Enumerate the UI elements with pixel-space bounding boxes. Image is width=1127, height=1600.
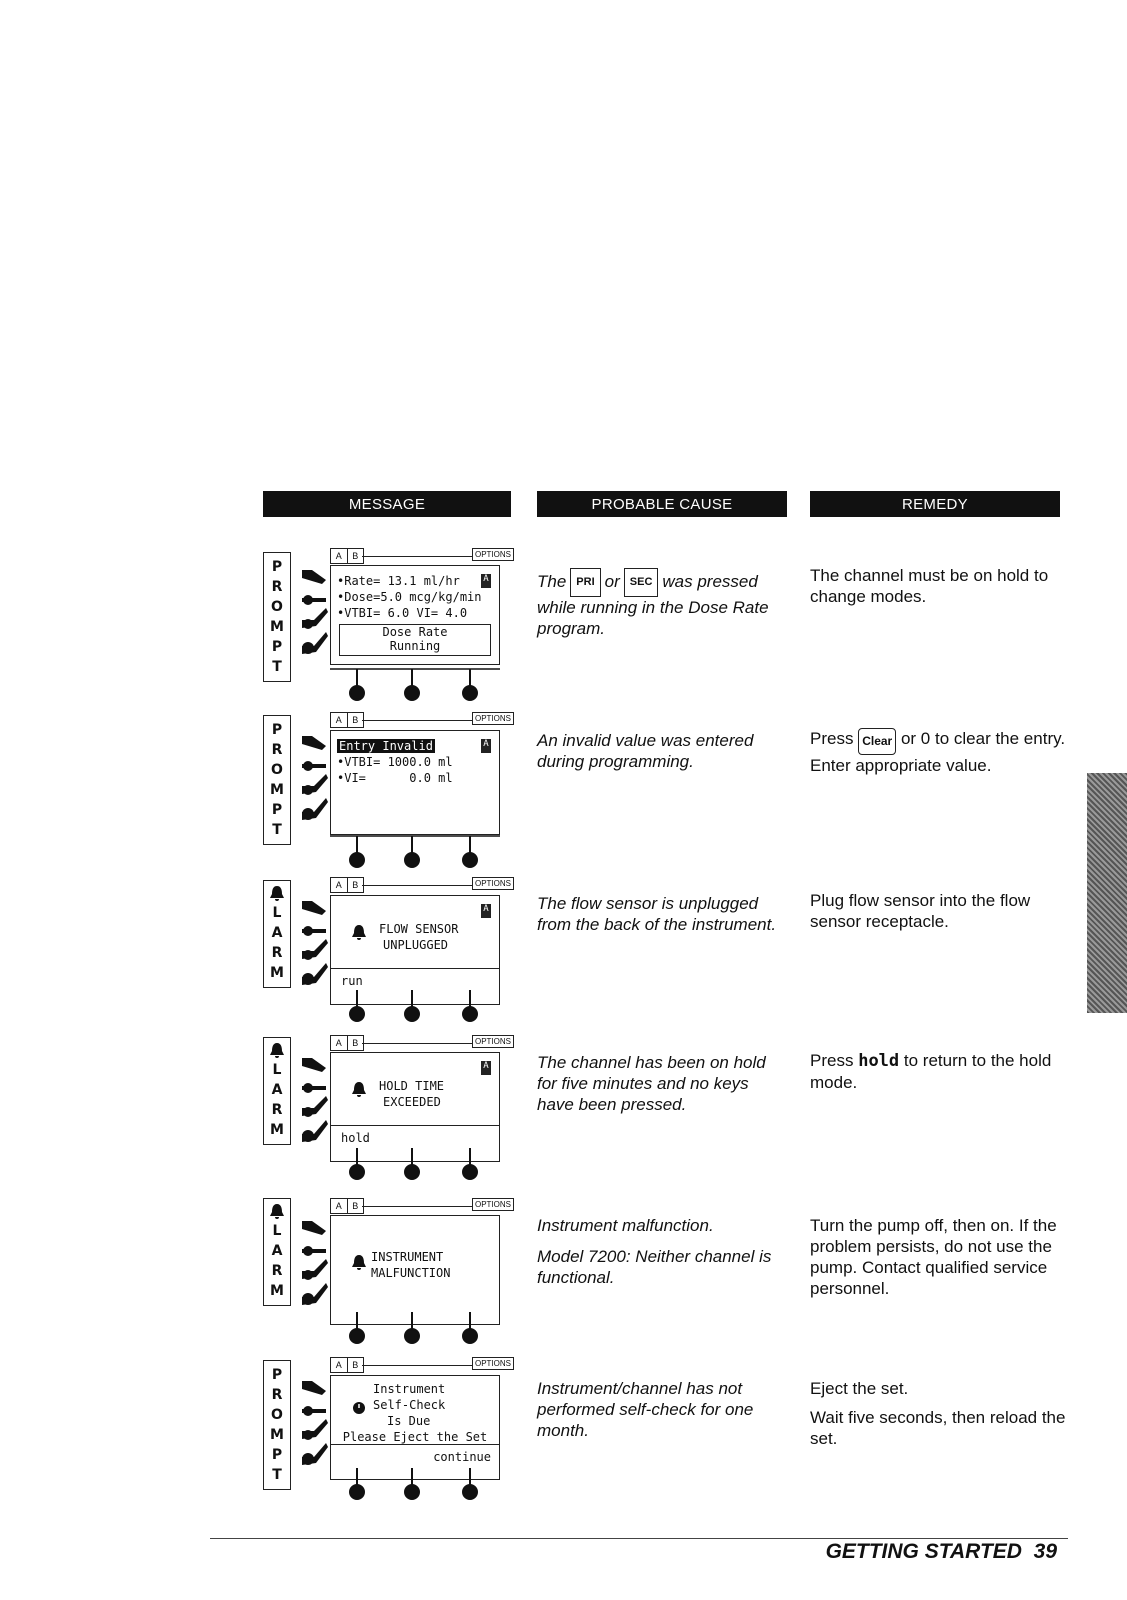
remedy-text: Eject the set. Wait five seconds, then reload the set. bbox=[810, 1379, 1066, 1448]
cause-text: An invalid value was entered during programming. bbox=[537, 731, 754, 771]
cause-text: Instrument malfunction. Model 7200: Neither channel is functional. bbox=[537, 1216, 772, 1287]
probable-cause-header: PROBABLE CAUSE bbox=[537, 491, 787, 517]
remedy-header: REMEDY bbox=[810, 491, 1060, 517]
side-keys bbox=[298, 728, 334, 848]
options-label: OPTIONS bbox=[472, 1357, 514, 1370]
cause-text: Instrument/channel has not performed self-check for one month. bbox=[537, 1379, 754, 1440]
options-label: OPTIONS bbox=[472, 712, 514, 725]
remedy-text: The channel must be on hold to change modes. bbox=[810, 566, 1049, 606]
page-footer: GETTING STARTED 39 bbox=[825, 1540, 1057, 1563]
alarm-tag: L A R M bbox=[263, 1198, 291, 1306]
bell-icon bbox=[269, 1203, 285, 1221]
side-keys bbox=[298, 562, 334, 682]
bell-icon bbox=[351, 1081, 367, 1099]
clear-key: Clear bbox=[858, 728, 896, 755]
bell-icon bbox=[351, 924, 367, 942]
remedy-text: Turn the pump off, then on. If the problem persists, do not use the pump. Contact qualified service personnel. bbox=[810, 1216, 1057, 1298]
options-label: OPTIONS bbox=[472, 877, 514, 890]
lcd-screen: Entry Invalid •VTBI= 1000.0 ml •VI= 0.0 ml A bbox=[330, 730, 500, 835]
lcd-screen: Instrument Self-Check Is Due Please Eject the Set continue bbox=[330, 1375, 500, 1480]
remedy-text: Plug flow sensor into the flow sensor receptacle. bbox=[810, 891, 1031, 931]
channel-tabs: A B bbox=[330, 1035, 364, 1051]
pri-key: PRI bbox=[570, 568, 600, 597]
side-keys bbox=[298, 1373, 334, 1493]
options-label: OPTIONS bbox=[472, 548, 514, 561]
bottom-keys bbox=[330, 1312, 500, 1352]
side-keys bbox=[298, 1050, 334, 1170]
bell-icon bbox=[269, 1042, 285, 1060]
remedy-text: Press Clear or 0 to clear the entry. Enter appropriate value. bbox=[810, 729, 1066, 775]
side-keys bbox=[298, 1213, 334, 1333]
sec-key: SEC bbox=[624, 568, 659, 597]
side-keys bbox=[298, 893, 334, 1013]
softkey-run: run bbox=[341, 974, 363, 988]
options-label: OPTIONS bbox=[472, 1198, 514, 1211]
prompt-tag: P R O M P T bbox=[263, 552, 291, 682]
channel-tabs: A B bbox=[330, 1357, 364, 1373]
bottom-keys bbox=[330, 1468, 500, 1508]
lcd-screen: FLOW SENSOR UNPLUGGED A run bbox=[330, 895, 500, 1005]
prompt-tag: P R O M P T bbox=[263, 1360, 291, 1490]
alarm-tag: L A R M bbox=[263, 880, 291, 988]
bottom-keys bbox=[330, 832, 500, 872]
bell-icon bbox=[269, 885, 285, 903]
prompt-tag: P R O M P T bbox=[263, 715, 291, 845]
bell-icon bbox=[351, 1254, 367, 1272]
lcd-screen: HOLD TIME EXCEEDED A hold bbox=[330, 1052, 500, 1162]
alarm-tag: L A R M bbox=[263, 1037, 291, 1145]
channel-tabs: A B bbox=[330, 877, 364, 893]
channel-tabs: A B bbox=[330, 1198, 364, 1214]
bottom-keys bbox=[330, 1148, 500, 1188]
cause-text: The channel has been on hold for five minutes and no keys have been pressed. bbox=[537, 1053, 766, 1114]
section-thumb-tab bbox=[1087, 773, 1127, 1013]
channel-tabs: A B bbox=[330, 712, 364, 728]
softkey-continue: continue bbox=[433, 1450, 491, 1464]
options-label: OPTIONS bbox=[472, 1035, 514, 1048]
lcd-screen: •Rate= 13.1 ml/hr •Dose=5.0 mcg/kg/min •VTBI= 6.0 VI= 4.0 A Dose Rate Running bbox=[330, 565, 500, 665]
bottom-keys bbox=[330, 990, 500, 1030]
cause-text: The PRI or SEC was pressed while running in the Dose Rate program. bbox=[537, 568, 777, 639]
softkey-hold: hold bbox=[341, 1131, 370, 1145]
clock-icon bbox=[351, 1398, 367, 1416]
message-header: MESSAGE bbox=[263, 491, 511, 517]
lcd-screen: INSTRUMENT MALFUNCTION bbox=[330, 1215, 500, 1325]
channel-tabs: A B bbox=[330, 548, 364, 564]
remedy-text: Press hold to return to the hold mode. bbox=[810, 1051, 1052, 1092]
bottom-keys bbox=[330, 665, 500, 705]
cause-text: The flow sensor is unplugged from the back of the instrument. bbox=[537, 894, 777, 934]
